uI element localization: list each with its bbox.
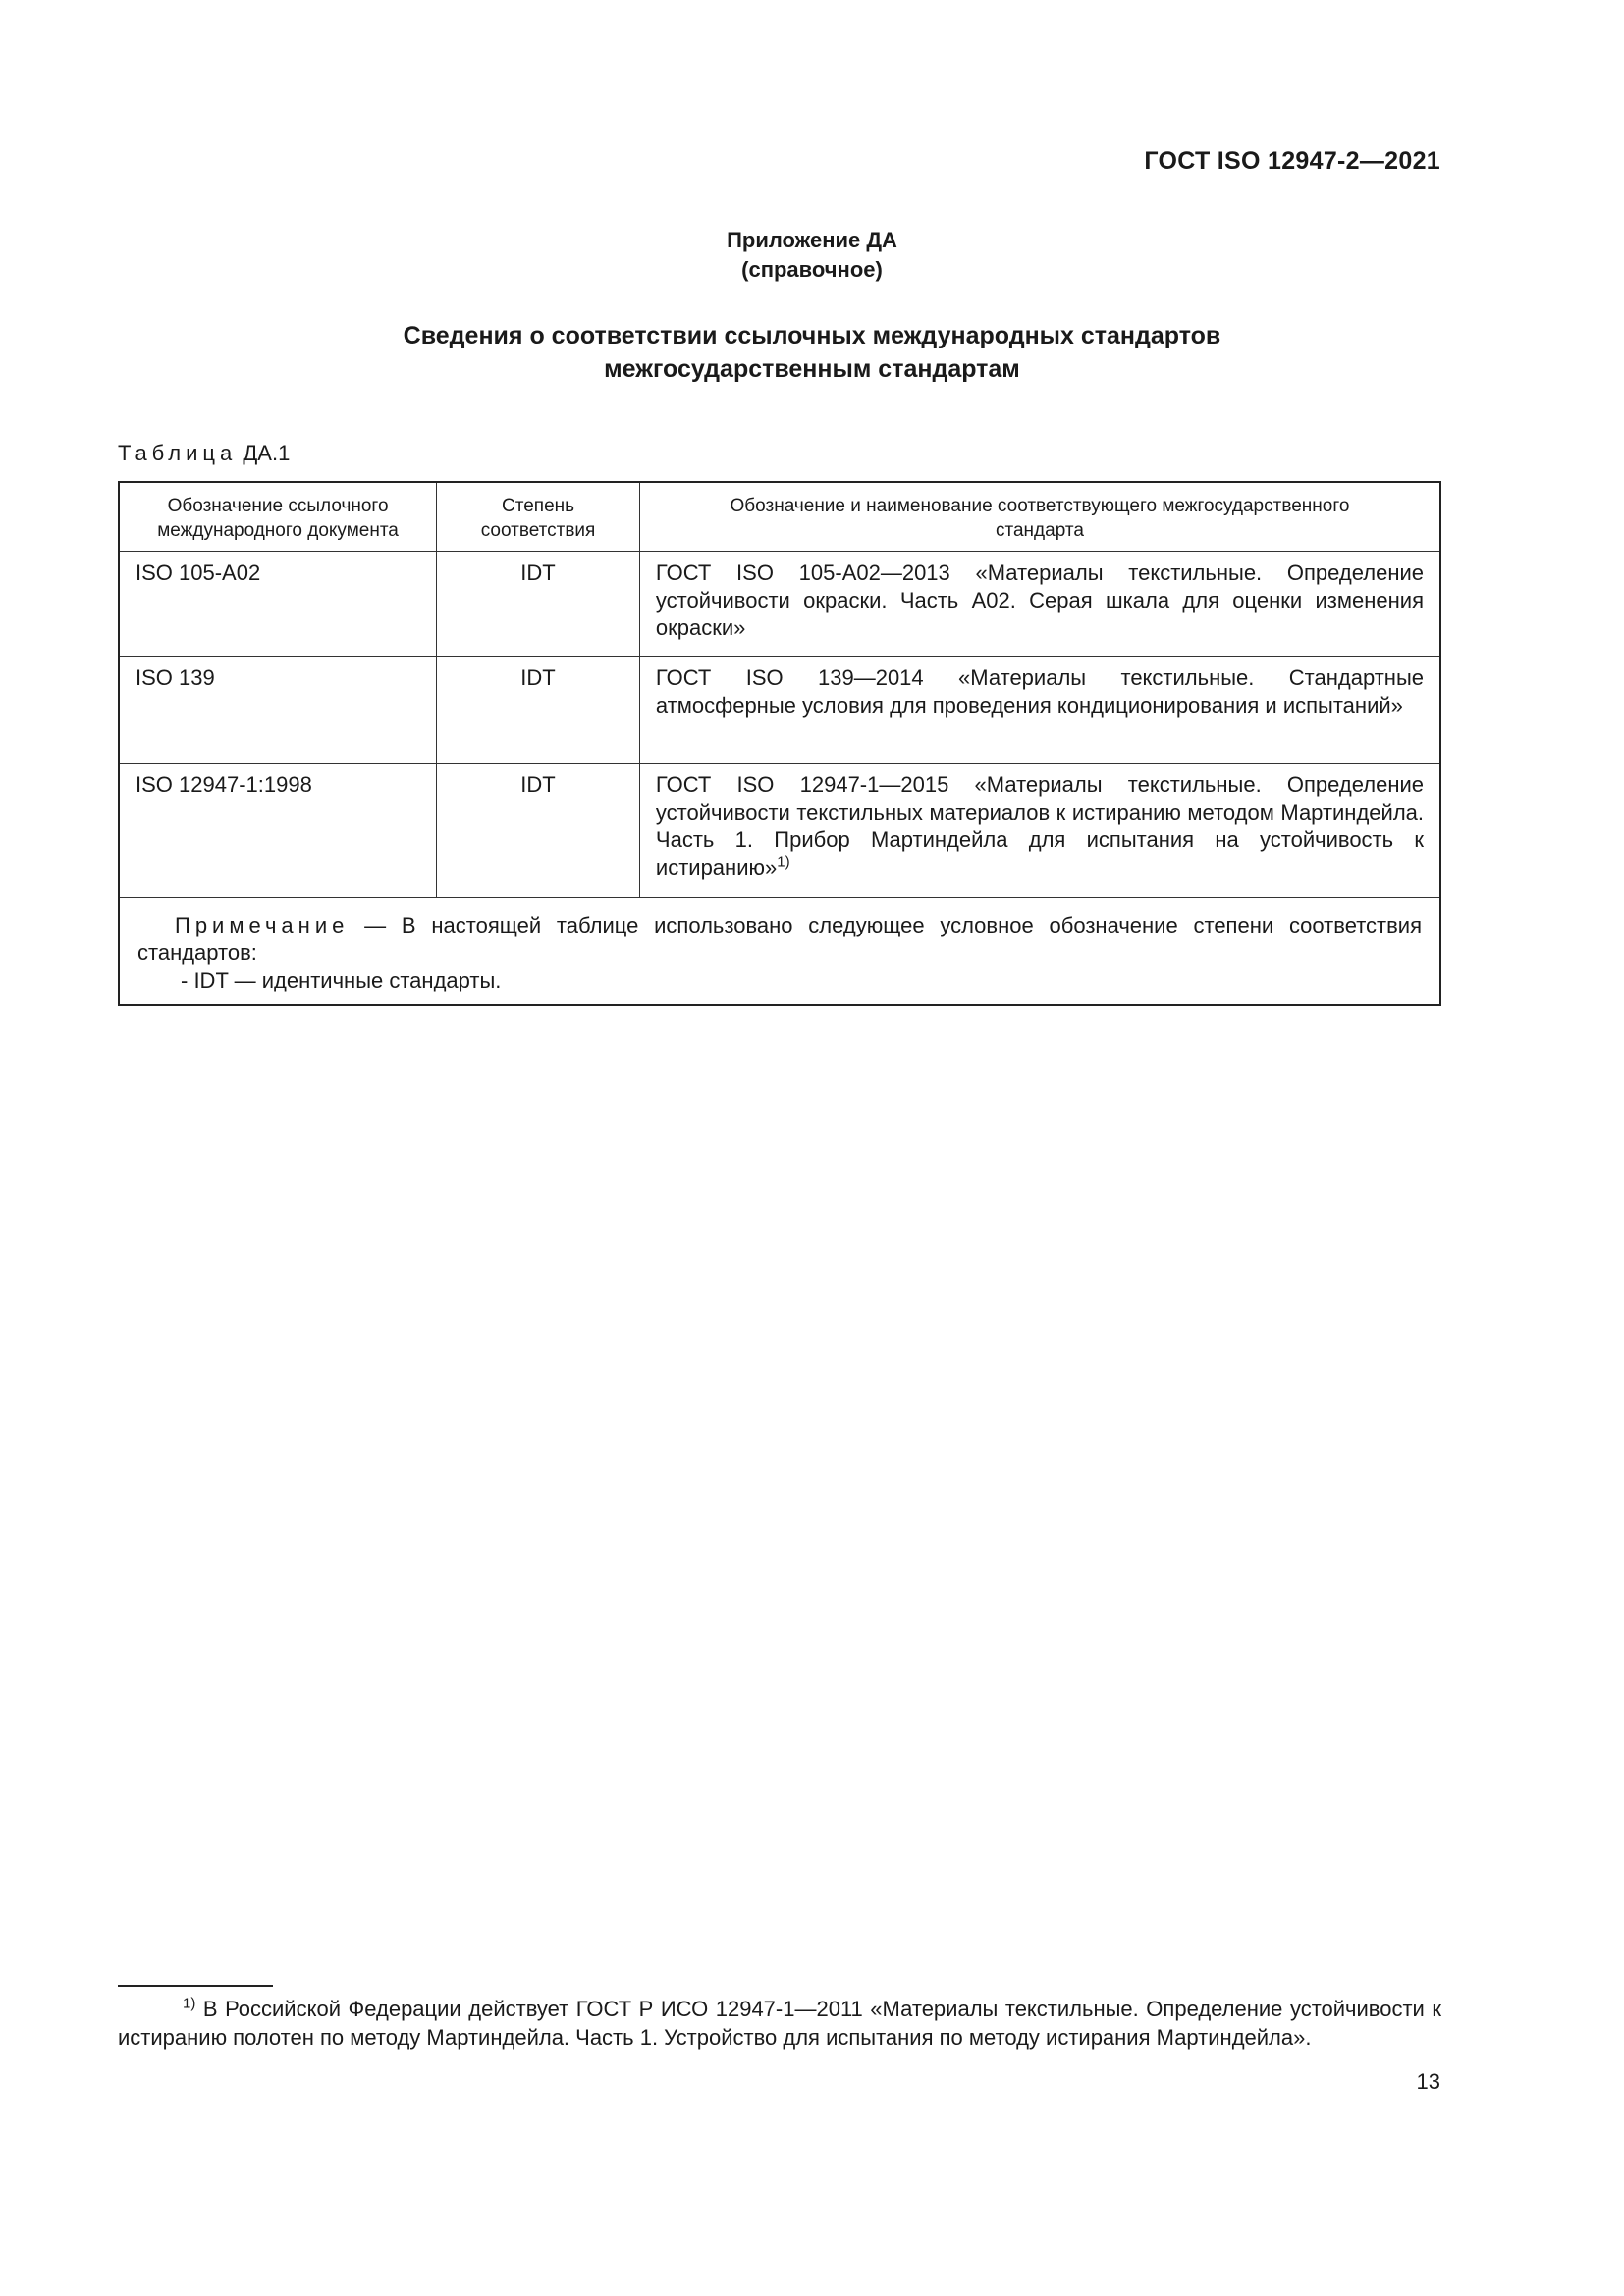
cell-standard (639, 764, 1440, 898)
table-header-row (119, 482, 1440, 552)
note-title: Примечание (175, 913, 350, 937)
column-header-standard: Обозначение и наименование соответствующего межгосударственного стандарта (639, 482, 1440, 552)
section-heading-line2: межгосударственным стандартам (604, 355, 1020, 383)
section-heading-line1: Сведения о соответствии ссылочных международных стандартов (403, 322, 1221, 349)
footnote-text: В Российской Федерации действует ГОСТ Р ИСО 12947-1—2011 «Материалы текстильные. Определение устойчивости к истиранию полотен по методу Мартиндейла. Часть 1. Устройство для испытания по методу истирания Мартиндейла». (118, 1997, 1441, 2050)
correspondence-table (118, 481, 1441, 1006)
appendix-type: (справочное) (741, 257, 883, 282)
cell-ref: ISO 139 (119, 657, 437, 764)
table-note-row (119, 898, 1440, 1006)
table-note (119, 898, 1440, 1006)
cell-degree: IDT (437, 657, 640, 764)
cell-degree: IDT (437, 764, 640, 898)
note-item: - IDT — идентичные стандарты. (181, 968, 502, 992)
appendix-heading (0, 226, 1624, 285)
appendix-title: Приложение ДА (727, 228, 897, 252)
footnote (118, 1995, 1441, 2052)
cell-ref: ISO 12947-1:1998 (119, 764, 437, 898)
cell-standard: ГОСТ ISO 105-A02—2013 «Материалы текстильные. Определение устойчивости окраски. Часть A02. Серая шкала для оценки изменения окраски» (639, 552, 1440, 657)
table-label (118, 441, 290, 466)
column-header-degree: Степень соответствия (437, 482, 640, 552)
table-label-word: Таблица (118, 441, 238, 465)
cell-standard: ГОСТ ISO 139—2014 «Материалы текстильные. Стандартные атмосферные условия для проведения кондиционирования и испытаний» (639, 657, 1440, 764)
page-number: 13 (1416, 2069, 1440, 2094)
table-label-number: ДА.1 (243, 441, 291, 465)
footnote-reference: 1) (777, 853, 790, 871)
table-row (119, 657, 1440, 764)
note-text: — В настоящей таблице использовано следующее условное обозначение степени соответствия стандартов: (137, 913, 1422, 965)
footnote-mark: 1) (183, 1995, 196, 2012)
section-heading (0, 319, 1624, 386)
table-row (119, 764, 1440, 898)
cell-ref: ISO 105-A02 (119, 552, 437, 657)
cell-standard-text: ГОСТ ISO 12947-1—2015 «Материалы текстильные. Определение устойчивости текстильных материалов к истиранию методом Мартиндейла. Часть 1. Прибор Мартиндейла для испытания на устойчивость к истиранию» (655, 773, 1424, 880)
document-code: ГОСТ ISO 12947-2—2021 (1144, 147, 1440, 175)
cell-degree: IDT (437, 552, 640, 657)
column-header-ref: Обозначение ссылочного международного документа (119, 482, 437, 552)
table-row (119, 552, 1440, 657)
footnote-separator (118, 1985, 273, 1987)
